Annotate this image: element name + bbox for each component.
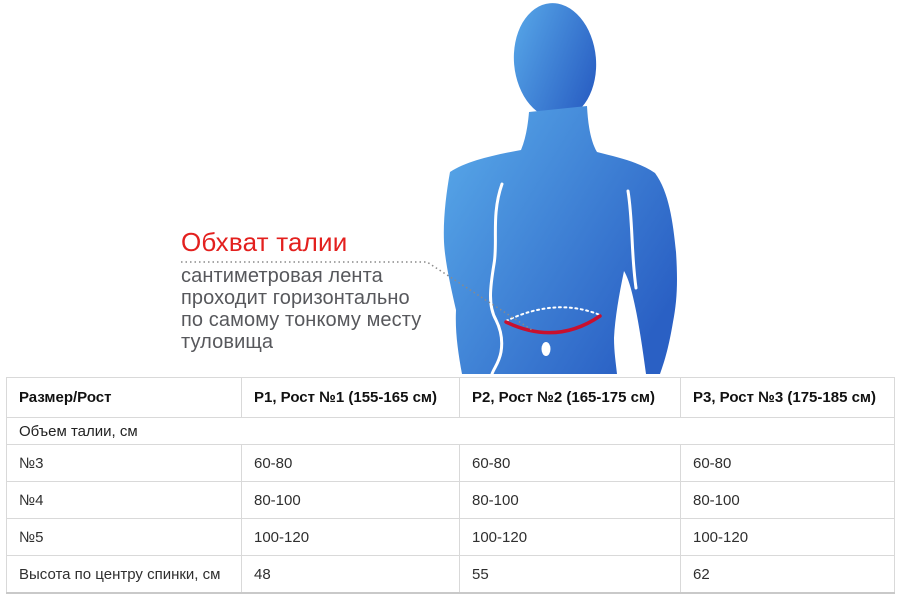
cell-value: 55 xyxy=(460,556,681,594)
mannequin-head xyxy=(509,0,601,122)
table-row xyxy=(7,556,895,594)
waist-description xyxy=(181,265,471,353)
waist-heading: Обхват талии xyxy=(181,227,348,257)
cell-value: 60-80 xyxy=(681,445,895,482)
cell-value: 80-100 xyxy=(460,482,681,519)
column-header-p2: Р2, Рост №2 (165-175 см) xyxy=(460,378,681,418)
table-group-row xyxy=(7,418,895,445)
navel xyxy=(542,342,551,356)
cell-value: 60-80 xyxy=(460,445,681,482)
cell-value: 48 xyxy=(242,556,460,594)
table-row xyxy=(7,519,895,556)
cell-value: 100-120 xyxy=(460,519,681,556)
table-row xyxy=(7,445,895,482)
column-header-p1: Р1, Рост №1 (155-165 см) xyxy=(242,378,460,418)
column-header-size: Размер/Рост xyxy=(7,378,242,418)
waist-description-line: по самому тонкому месту xyxy=(181,309,422,331)
cell-value: 80-100 xyxy=(242,482,460,519)
row-label: №4 xyxy=(7,482,242,519)
group-row-label: Объем талии, см xyxy=(7,418,895,445)
waist-description-line: проходит горизонтально xyxy=(181,287,410,309)
column-header-p3: Р3, Рост №3 (175-185 см) xyxy=(681,378,895,418)
waist-description-line: туловища xyxy=(181,331,274,353)
cell-value: 100-120 xyxy=(242,519,460,556)
cell-value: 60-80 xyxy=(242,445,460,482)
row-label: Высота по центру спинки, см xyxy=(7,556,242,594)
waist-description-line: сантиметровая лента xyxy=(181,265,383,287)
row-label: №5 xyxy=(7,519,242,556)
size-table xyxy=(6,377,895,594)
size-table-header-row xyxy=(7,378,895,418)
row-label: №3 xyxy=(7,445,242,482)
cell-value: 62 xyxy=(681,556,895,594)
cell-value: 80-100 xyxy=(681,482,895,519)
table-row xyxy=(7,482,895,519)
cell-value: 100-120 xyxy=(681,519,895,556)
